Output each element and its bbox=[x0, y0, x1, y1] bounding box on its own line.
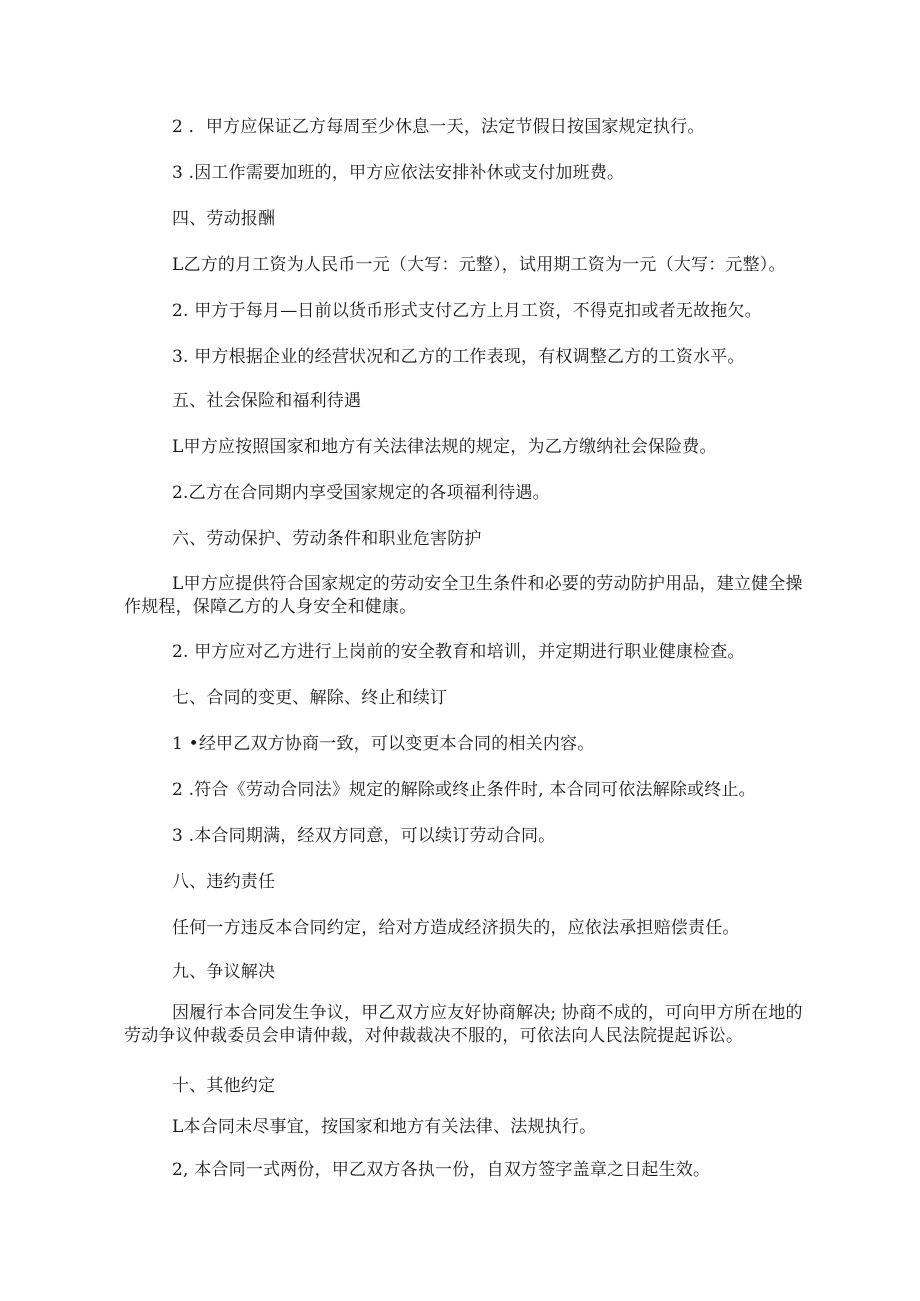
section-heading-breach-liability: 八、违约责任 bbox=[172, 872, 276, 892]
paragraph-overtime: 3 .因工作需要加班的，甲方应依法安排补休或支付加班费。 bbox=[172, 163, 625, 183]
paragraph-wage-adjustment: 3. 甲方根据企业的经营状况和乙方的工作表现，有权调整乙方的工资水平。 bbox=[172, 347, 745, 367]
paragraph-dispute-arbitration-line-1: 因履行本合同发生争议，甲乙双方应友好协商解决; 协商不成的，可向甲方所在地的 bbox=[172, 1003, 803, 1023]
paragraph-compensation: 任何一方违反本合同约定，给对方造成经济损失的，应依法承担赔偿责任。 bbox=[172, 918, 740, 938]
section-heading-contract-changes: 七、合同的变更、解除、终止和续订 bbox=[172, 688, 448, 708]
paragraph-contract-modification: 1 •经甲乙双方协商一致，可以变更本合同的相关内容。 bbox=[172, 734, 595, 754]
section-heading-other-provisions: 十、其他约定 bbox=[172, 1076, 276, 1096]
paragraph-safety-training: 2. 甲方应对乙方进行上岗前的安全教育和培训，并定期进行职业健康检查。 bbox=[172, 642, 745, 662]
paragraph-wage-payment: 2. 甲方于每月—日前以货币形式支付乙方上月工资，不得克扣或者无故拖欠。 bbox=[172, 301, 762, 321]
paragraph-safety-conditions-line-1: L甲方应提供符合国家规定的劳动安全卫生条件和必要的劳动防护用品，建立健全操 bbox=[172, 574, 803, 594]
paragraph-contract-termination: 2 .符合《劳动合同法》规定的解除或终止条件时, 本合同可依法解除或终止。 bbox=[172, 780, 756, 800]
paragraph-safety-conditions-line-2: 作规程，保障乙方的人身安全和健康。 bbox=[124, 597, 417, 617]
paragraph-safety-conditions bbox=[124, 573, 803, 619]
paragraph-contract-renewal: 3 .本合同期满，经双方同意，可以续订劳动合同。 bbox=[172, 826, 556, 846]
paragraph-unresolved-matters: L本合同未尽事宜，按国家和地方有关法律、法规执行。 bbox=[172, 1117, 597, 1137]
paragraph-contract-copies: 2, 本合同一式两份，甲乙双方各执一份，自双方签字盖章之日起生效。 bbox=[172, 1160, 711, 1180]
paragraph-rest-day: 2 ．甲方应保证乙方每周至少休息一天，法定节假日按国家规定执行。 bbox=[172, 117, 705, 137]
paragraph-monthly-wage: L乙方的月工资为人民币一元（大写：元整），试用期工资为一元（大写：元整）。 bbox=[172, 255, 786, 275]
paragraph-dispute-arbitration bbox=[124, 1002, 803, 1048]
paragraph-insurance-contribution: L甲方应按照国家和地方有关法律法规的规定，为乙方缴纳社会保险费。 bbox=[172, 437, 717, 457]
section-heading-social-insurance: 五、社会保险和福利待遇 bbox=[172, 391, 362, 411]
section-heading-dispute-resolution: 九、争议解决 bbox=[172, 962, 276, 982]
paragraph-welfare: 2.乙方在合同期内享受国家规定的各项福利待遇。 bbox=[172, 483, 550, 503]
section-heading-remuneration: 四、劳动报酬 bbox=[172, 209, 276, 229]
paragraph-dispute-arbitration-line-2: 劳动争议仲裁委员会申请仲裁，对仲裁裁决不服的，可依法向人民法院提起诉讼。 bbox=[124, 1026, 744, 1046]
section-heading-labor-protection: 六、劳动保护、劳动条件和职业危害防护 bbox=[172, 529, 482, 549]
